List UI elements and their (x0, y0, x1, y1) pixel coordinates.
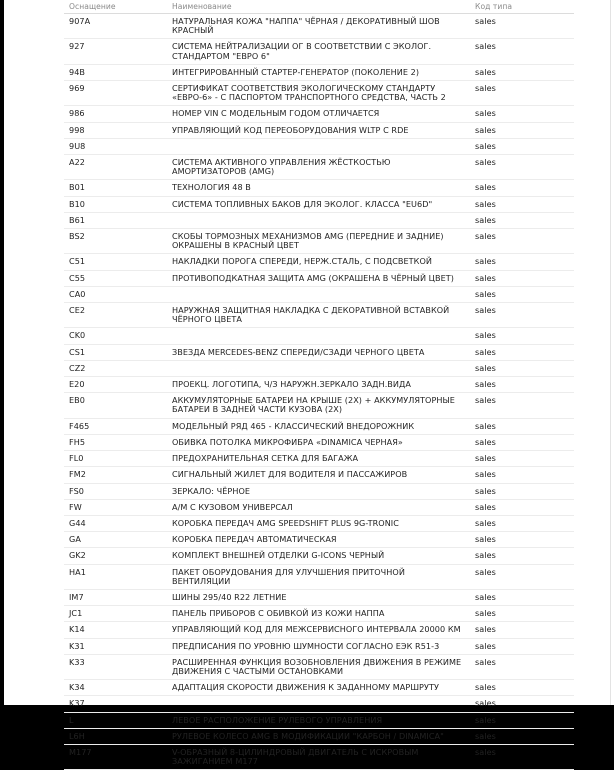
table-row (64, 483, 574, 499)
equipment-code-cell: FS0 (64, 483, 167, 499)
equipment-name-cell: ЛЕВОЕ РАСПОЛОЖЕНИЕ РУЛЕВОГО УПРАВЛЕНИЯ (167, 712, 470, 728)
type-code-cell: sales (470, 744, 574, 769)
type-code-cell: sales (470, 638, 574, 654)
equipment-code-cell: F465 (64, 418, 167, 434)
table-row (64, 14, 574, 39)
table-row (64, 467, 574, 483)
equipment-name-cell: СКОБЫ ТОРМОЗНЫХ МЕХАНИЗМОВ AMG (ПЕРЕДНИЕ И ЗАДНИЕ) ОКРАШЕНЫ В КРАСНЫЙ ЦВЕТ (167, 229, 470, 254)
table-row (64, 728, 574, 744)
equipment-name-cell: V-ОБРАЗНЫЙ 8-ЦИЛИНДРОВЫЙ ДВИГАТЕЛЬ С ИСКРОВЫМ ЗАЖИГАНИЕМ M177 (167, 744, 470, 769)
type-code-cell: sales (470, 548, 574, 564)
type-code-cell: sales (470, 122, 574, 138)
equipment-name-cell: АККУМУЛЯТОРНЫЕ БАТАРЕИ НА КРЫШЕ (2X) + АККУМУЛЯТОРНЫЕ БАТАРЕИ В ЗАДНЕЙ ЧАСТИ КУЗОВА (2X) (167, 393, 470, 418)
equipment-name-cell: МОДЕЛЬНЫЙ РЯД 465 - КЛАССИЧЕСКИЙ ВНЕДОРОЖНИК (167, 418, 470, 434)
equipment-name-cell (167, 360, 470, 376)
equipment-name-cell: КОРОБКА ПЕРЕДАЧ AMG SPEEDSHIFT PLUS 9G-TRONIC (167, 515, 470, 531)
table-row (64, 499, 574, 515)
equipment-name-cell: СИСТЕМА АКТИВНОГО УПРАВЛЕНИЯ ЖЁСТКОСТЬЮ АМОРТИЗАТОРОВ (AMG) (167, 155, 470, 180)
table-row (64, 712, 574, 728)
table-row (64, 229, 574, 254)
equipment-code-cell: B01 (64, 180, 167, 196)
type-code-cell: sales (470, 14, 574, 39)
equipment-name-cell: НОМЕР VIN С МОДЕЛЬНЫМ ГОДОМ ОТЛИЧАЕТСЯ (167, 106, 470, 122)
table-header-row (64, 0, 574, 14)
equipment-table (64, 0, 574, 770)
type-code-cell: sales (470, 81, 574, 106)
equipment-code-cell: K37 (64, 696, 167, 712)
type-code-cell: sales (470, 564, 574, 589)
table-row (64, 155, 574, 180)
page (4, 0, 614, 767)
type-code-cell: sales (470, 467, 574, 483)
type-code-cell: sales (470, 728, 574, 744)
equipment-code-cell: FW (64, 499, 167, 515)
equipment-code-cell: L6H (64, 728, 167, 744)
table-row (64, 122, 574, 138)
equipment-name-cell (167, 212, 470, 228)
equipment-name-cell: ПРЕДПИСАНИЯ ПО УРОВНЮ ШУМНОСТИ СОГЛАСНО ЕЭК R51-3 (167, 638, 470, 654)
table-row (64, 696, 574, 712)
equipment-name-cell: А/М С КУЗОВОМ УНИВЕРСАЛ (167, 499, 470, 515)
header-equipment[interactable]: Оснащение (64, 0, 167, 14)
type-code-cell: sales (470, 155, 574, 180)
table-row (64, 744, 574, 769)
table-row (64, 451, 574, 467)
equipment-code-cell: B10 (64, 196, 167, 212)
type-code-cell: sales (470, 499, 574, 515)
table-row (64, 532, 574, 548)
equipment-code-cell: GK2 (64, 548, 167, 564)
type-code-cell: sales (470, 39, 574, 64)
equipment-code-cell: K14 (64, 622, 167, 638)
type-code-cell: sales (470, 712, 574, 728)
equipment-name-cell: ШИНЫ 295/40 R22 ЛЕТНИЕ (167, 589, 470, 605)
content-frame (4, 0, 611, 767)
table-row (64, 606, 574, 622)
type-code-cell: sales (470, 303, 574, 328)
table-row (64, 344, 574, 360)
table-row (64, 106, 574, 122)
equipment-name-cell: ПРОЕКЦ. ЛОГОТИПА, Ч/З НАРУЖН.ЗЕРКАЛО ЗАДН.ВИДА (167, 377, 470, 393)
type-code-cell: sales (470, 270, 574, 286)
type-code-cell: sales (470, 328, 574, 344)
table-row (64, 393, 574, 418)
equipment-name-cell (167, 696, 470, 712)
equipment-code-cell: L (64, 712, 167, 728)
table-row (64, 589, 574, 605)
equipment-code-cell: M177 (64, 744, 167, 769)
equipment-code-cell: E20 (64, 377, 167, 393)
table-row (64, 622, 574, 638)
table-row (64, 360, 574, 376)
equipment-code-cell: FH5 (64, 434, 167, 450)
equipment-name-cell: ПАНЕЛЬ ПРИБОРОВ С ОБИВКОЙ ИЗ КОЖИ НАППА (167, 606, 470, 622)
equipment-code-cell: CA0 (64, 286, 167, 302)
table-row (64, 138, 574, 154)
table-row (64, 180, 574, 196)
table-row (64, 196, 574, 212)
table-row (64, 212, 574, 228)
equipment-code-cell: C51 (64, 254, 167, 270)
type-code-cell: sales (470, 606, 574, 622)
type-code-cell: sales (470, 196, 574, 212)
equipment-code-cell: FM2 (64, 467, 167, 483)
type-code-cell: sales (470, 138, 574, 154)
type-code-cell: sales (470, 344, 574, 360)
type-code-cell: sales (470, 212, 574, 228)
equipment-code-cell: K31 (64, 638, 167, 654)
type-code-cell: sales (470, 286, 574, 302)
header-name[interactable]: Наименование (167, 0, 470, 14)
type-code-cell: sales (470, 451, 574, 467)
type-code-cell: sales (470, 483, 574, 499)
type-code-cell: sales (470, 64, 574, 80)
table-row (64, 680, 574, 696)
equipment-name-cell: ПАКЕТ ОБОРУДОВАНИЯ ДЛЯ УЛУЧШЕНИЯ ПРИТОЧНОЙ ВЕНТИЛЯЦИИ (167, 564, 470, 589)
equipment-name-cell: СЕРТИФИКАТ СООТВЕТСТВИЯ ЭКОЛОГИЧЕСКОМУ СТАНДАРТУ «ЕВРО-6» - С ПАСПОРТОМ ТРАНСПОРТНОГО СРЕДСТВА, ЧАСТЬ 2 (167, 81, 470, 106)
equipment-name-cell: ПРОТИВОПОДКАТНАЯ ЗАЩИТА AMG (ОКРАШЕНА В ЧЁРНЫЙ ЦВЕТ) (167, 270, 470, 286)
equipment-code-cell: BS2 (64, 229, 167, 254)
table-row (64, 254, 574, 270)
equipment-code-cell: A22 (64, 155, 167, 180)
type-code-cell: sales (470, 515, 574, 531)
equipment-name-cell (167, 286, 470, 302)
equipment-name-cell: ПРЕДОХРАНИТЕЛЬНАЯ СЕТКА ДЛЯ БАГАЖА (167, 451, 470, 467)
equipment-code-cell: K33 (64, 654, 167, 679)
equipment-code-cell: EB0 (64, 393, 167, 418)
type-code-cell: sales (470, 393, 574, 418)
equipment-name-cell (167, 328, 470, 344)
equipment-code-cell: GA (64, 532, 167, 548)
equipment-code-cell: 927 (64, 39, 167, 64)
type-code-cell: sales (470, 654, 574, 679)
type-code-cell: sales (470, 180, 574, 196)
equipment-code-cell: FL0 (64, 451, 167, 467)
type-code-cell: sales (470, 360, 574, 376)
equipment-name-cell: АДАПТАЦИЯ СКОРОСТИ ДВИЖЕНИЯ К ЗАДАННОМУ МАРШРУТУ (167, 680, 470, 696)
equipment-code-cell: 94B (64, 64, 167, 80)
table-row (64, 377, 574, 393)
table-row (64, 286, 574, 302)
equipment-code-cell: HA1 (64, 564, 167, 589)
table-row (64, 434, 574, 450)
table-row (64, 564, 574, 589)
equipment-code-cell: 998 (64, 122, 167, 138)
type-code-cell: sales (470, 418, 574, 434)
table-row (64, 418, 574, 434)
equipment-name-cell: ЗВЕЗДА MERCEDES-BENZ СПЕРЕДИ/СЗАДИ ЧЕРНОГО ЦВЕТА (167, 344, 470, 360)
table-row (64, 39, 574, 64)
type-code-cell: sales (470, 532, 574, 548)
equipment-code-cell: CS1 (64, 344, 167, 360)
type-code-cell: sales (470, 680, 574, 696)
equipment-name-cell: ИНТЕГРИРОВАННЫЙ СТАРТЕР-ГЕНЕРАТОР (ПОКОЛЕНИЕ 2) (167, 64, 470, 80)
equipment-code-cell: C55 (64, 270, 167, 286)
table-row (64, 548, 574, 564)
equipment-name-cell: ТЕХНОЛОГИЯ 48 В (167, 180, 470, 196)
type-code-cell: sales (470, 622, 574, 638)
equipment-name-cell: РАСШИРЕННАЯ ФУНКЦИЯ ВОЗОБНОВЛЕНИЯ ДВИЖЕНИЯ В РЕЖИМЕ ДВИЖЕНИЯ С ЧАСТЫМИ ОСТАНОВКАМИ (167, 654, 470, 679)
table-row (64, 654, 574, 679)
type-code-cell: sales (470, 229, 574, 254)
type-code-cell: sales (470, 106, 574, 122)
equipment-name-cell: ОБИВКА ПОТОЛКА МИКРОФИБРА «DINAMICA ЧЕРНАЯ» (167, 434, 470, 450)
equipment-name-cell: СИСТЕМА НЕЙТРАЛИЗАЦИИ ОГ В СООТВЕТСТВИИ С ЭКОЛОГ. СТАНДАРТОМ "ЕВРО 6" (167, 39, 470, 64)
equipment-code-cell: 9U8 (64, 138, 167, 154)
type-code-cell: sales (470, 377, 574, 393)
header-type-code[interactable]: Код типа (470, 0, 574, 14)
equipment-code-cell: 969 (64, 81, 167, 106)
equipment-name-cell: ЗЕРКАЛО: ЧЁРНОЕ (167, 483, 470, 499)
equipment-name-cell: СИГНАЛЬНЫЙ ЖИЛЕТ ДЛЯ ВОДИТЕЛЯ И ПАССАЖИРОВ (167, 467, 470, 483)
equipment-name-cell: СИСТЕМА ТОПЛИВНЫХ БАКОВ ДЛЯ ЭКОЛОГ. КЛАССА "EU6D" (167, 196, 470, 212)
table-row (64, 81, 574, 106)
equipment-name-cell: УПРАВЛЯЮЩИЙ КОД ДЛЯ МЕЖСЕРВИСНОГО ИНТЕРВАЛА 20000 КМ (167, 622, 470, 638)
equipment-code-cell: CE2 (64, 303, 167, 328)
equipment-code-cell: 907A (64, 14, 167, 39)
table-body (64, 14, 574, 770)
equipment-code-cell: IM7 (64, 589, 167, 605)
equipment-code-cell: CZ2 (64, 360, 167, 376)
equipment-name-cell: РУЛЕВОЕ КОЛЕСО AMG В МОДИФИКАЦИИ "КАРБОН / DINAMICA" (167, 728, 470, 744)
equipment-code-cell: JC1 (64, 606, 167, 622)
equipment-name-cell (167, 138, 470, 154)
equipment-code-cell: G44 (64, 515, 167, 531)
table-row (64, 328, 574, 344)
table-row (64, 638, 574, 654)
table-row (64, 303, 574, 328)
equipment-name-cell: КОМПЛЕКТ ВНЕШНЕЙ ОТДЕЛКИ G-ICONS ЧЕРНЫЙ (167, 548, 470, 564)
equipment-name-cell: КОРОБКА ПЕРЕДАЧ АВТОМАТИЧЕСКАЯ (167, 532, 470, 548)
equipment-code-cell: 986 (64, 106, 167, 122)
equipment-name-cell: УПРАВЛЯЮЩИЙ КОД ПЕРЕОБОРУДОВАНИЯ WLTP С RDE (167, 122, 470, 138)
table-row (64, 515, 574, 531)
equipment-code-cell: CK0 (64, 328, 167, 344)
table-row (64, 64, 574, 80)
type-code-cell: sales (470, 696, 574, 712)
equipment-code-cell: K34 (64, 680, 167, 696)
equipment-name-cell: НАКЛАДКИ ПОРОГА СПЕРЕДИ, НЕРЖ.СТАЛЬ, С ПОДСВЕТКОЙ (167, 254, 470, 270)
equipment-name-cell: НАТУРАЛЬНАЯ КОЖА "НАППА" ЧЁРНАЯ / ДЕКОРАТИВНЫЙ ШОВ КРАСНЫЙ (167, 14, 470, 39)
equipment-code-cell: B61 (64, 212, 167, 228)
type-code-cell: sales (470, 254, 574, 270)
table-row (64, 270, 574, 286)
equipment-name-cell: НАРУЖНАЯ ЗАЩИТНАЯ НАКЛАДКА С ДЕКОРАТИВНОЙ ВСТАВКОЙ ЧЁРНОГО ЦВЕТА (167, 303, 470, 328)
type-code-cell: sales (470, 589, 574, 605)
type-code-cell: sales (470, 434, 574, 450)
